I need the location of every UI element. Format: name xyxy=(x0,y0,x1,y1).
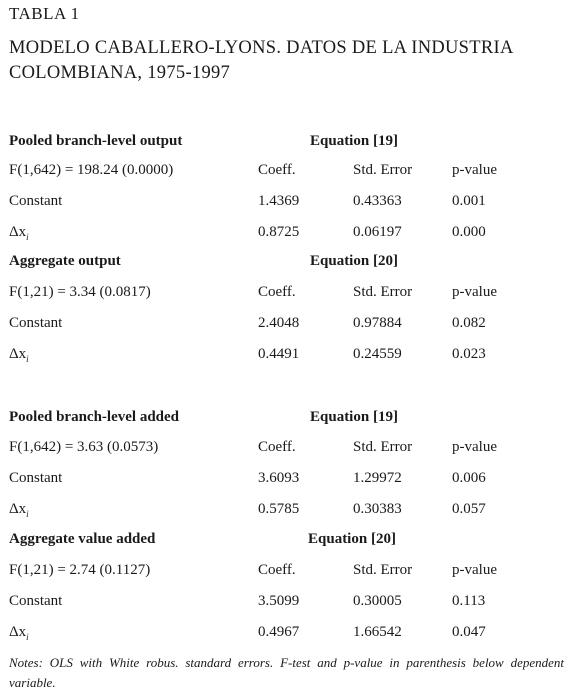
p-value-value: 0.113 xyxy=(452,593,486,609)
col-header-p-value: p-value xyxy=(452,439,497,455)
row-label: Constant xyxy=(9,315,63,331)
title-line-1: MODELO CABALLERO-LYONS. DATOS DE LA INDUSTRIA xyxy=(9,38,514,58)
std-error-value: 0.30005 xyxy=(353,593,402,609)
p-value-value: 0.006 xyxy=(452,470,486,486)
col-header-std-error: Std. Error xyxy=(353,439,413,455)
col-header-p-value: p-value xyxy=(452,162,497,178)
coeff-value: 3.5099 xyxy=(258,593,300,609)
std-error-value: 0.30383 xyxy=(353,501,402,517)
col-header-std-error: Std. Error xyxy=(353,562,413,578)
p-value-value: 0.023 xyxy=(452,346,486,362)
section-heading: Aggregate output xyxy=(9,253,121,269)
coeff-value: 0.8725 xyxy=(258,224,300,240)
section-heading: Pooled branch-level added xyxy=(9,409,180,425)
coeff-value: 0.5785 xyxy=(258,501,300,517)
std-error-value: 1.66542 xyxy=(353,624,402,640)
col-header-p-value: p-value xyxy=(452,284,497,300)
table-notes: Notes: OLS with White robus. standard errors. F-test and p-value in parenthesis below dependent variable. xyxy=(9,655,564,690)
coeff-value: 3.6093 xyxy=(258,470,300,486)
f-test: F(1,21) = 3.34 (0.0817) xyxy=(9,284,151,300)
row-label: Constant xyxy=(9,593,63,609)
equation-label: Equation [20] xyxy=(308,531,396,547)
col-header-coeff: Coeff. xyxy=(258,562,296,578)
col-header-p-value: p-value xyxy=(452,562,497,578)
row-label: $\Delta x_i$ xyxy=(9,224,29,242)
row-label: Constant xyxy=(9,193,63,209)
f-test: F(1,21) = 2.74 (0.1127) xyxy=(9,562,151,578)
col-header-coeff: Coeff. xyxy=(258,439,296,455)
col-header-std-error: Std. Error xyxy=(353,284,413,300)
row-label: $\Delta x_i$ xyxy=(9,624,29,642)
coeff-value: 0.4967 xyxy=(258,624,300,640)
p-value-value: 0.047 xyxy=(452,624,486,640)
col-header-std-error: Std. Error xyxy=(353,162,413,178)
section-heading: Pooled branch-level output xyxy=(9,133,183,149)
std-error-value: 0.24559 xyxy=(353,346,402,362)
p-value-value: 0.057 xyxy=(452,501,486,517)
table-label: TABLA 1 xyxy=(9,4,80,23)
row-label: Constant xyxy=(9,470,63,486)
row-label: $\Delta x_i$ xyxy=(9,501,29,519)
equation-label: Equation [20] xyxy=(310,253,398,269)
f-test: F(1,642) = 3.63 (0.0573) xyxy=(9,439,159,455)
p-value-value: 0.082 xyxy=(452,315,486,331)
col-header-coeff: Coeff. xyxy=(258,162,296,178)
std-error-value: 0.06197 xyxy=(353,224,402,240)
equation-label: Equation [19] xyxy=(310,133,398,149)
f-test: F(1,642) = 198.24 (0.0000) xyxy=(9,162,174,178)
std-error-value: 0.97884 xyxy=(353,315,402,331)
p-value-value: 0.001 xyxy=(452,193,486,209)
coeff-value: 1.4369 xyxy=(258,193,300,209)
std-error-value: 1.29972 xyxy=(353,470,402,486)
col-header-coeff: Coeff. xyxy=(258,284,296,300)
coeff-value: 2.4048 xyxy=(258,315,300,331)
equation-label: Equation [19] xyxy=(310,409,398,425)
row-label: $\Delta x_i$ xyxy=(9,346,29,364)
coeff-value: 0.4491 xyxy=(258,346,300,362)
title-line-2: COLOMBIANA, 1975-1997 xyxy=(9,63,231,83)
section-heading: Aggregate value added xyxy=(9,531,156,547)
p-value-value: 0.000 xyxy=(452,224,486,240)
std-error-value: 0.43363 xyxy=(353,193,402,209)
table-title xyxy=(9,36,514,86)
